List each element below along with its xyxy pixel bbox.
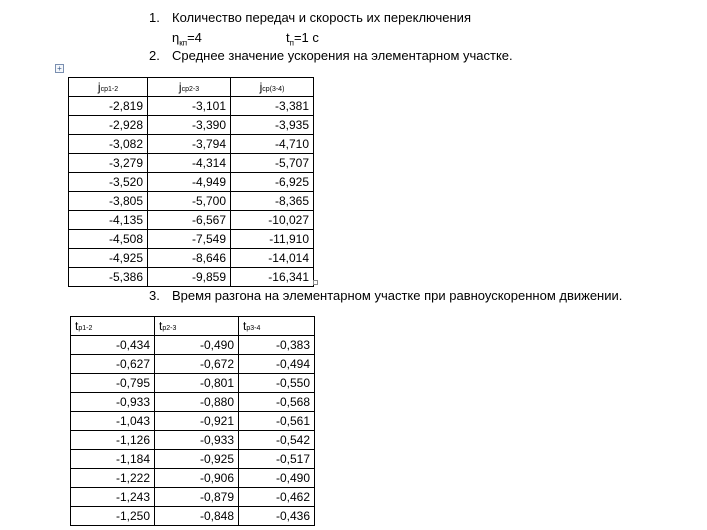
table-cell: -0,906 xyxy=(155,469,239,488)
table-cell: -16,341 xyxy=(231,268,314,287)
table-row xyxy=(71,393,315,412)
col-header-t34: tp3-4 xyxy=(239,317,315,336)
table-cell: -3,381 xyxy=(231,97,314,116)
table-cell: -7,549 xyxy=(148,230,231,249)
table-row xyxy=(69,268,314,287)
table-cell: -0,383 xyxy=(239,336,315,355)
col-header-j23: jср2-3 xyxy=(148,78,231,97)
item-2-text: Среднее значение ускорения на элементарном участке. xyxy=(172,48,513,63)
table-cell: -0,801 xyxy=(155,374,239,393)
table-resize-handle-icon[interactable] xyxy=(313,280,318,285)
table-cell: -0,550 xyxy=(239,374,315,393)
table-cell: -0,462 xyxy=(239,488,315,507)
table-row xyxy=(71,450,315,469)
table-cell: -3,794 xyxy=(148,135,231,154)
table-cell: -0,627 xyxy=(71,355,155,374)
table-cell: -0,925 xyxy=(155,450,239,469)
table-row xyxy=(71,374,315,393)
table-row xyxy=(69,230,314,249)
table-cell: -0,494 xyxy=(239,355,315,374)
table-cell: -0,795 xyxy=(71,374,155,393)
table-cell: -8,646 xyxy=(148,249,231,268)
table-row xyxy=(69,135,314,154)
item-2-number: 2. xyxy=(149,48,160,63)
table-cell: -11,910 xyxy=(231,230,314,249)
table-row xyxy=(69,192,314,211)
table-cell: -6,567 xyxy=(148,211,231,230)
table-cell: -0,490 xyxy=(239,469,315,488)
table-cell: -4,135 xyxy=(69,211,148,230)
table-row xyxy=(71,469,315,488)
table-cell: -0,434 xyxy=(71,336,155,355)
table-cell: -4,508 xyxy=(69,230,148,249)
table-row xyxy=(69,154,314,173)
table-cell: -1,184 xyxy=(71,450,155,469)
t-shift-param: $t_п=1$ с xyxy=(286,30,319,48)
table-cell: -9,859 xyxy=(148,268,231,287)
table-cell: -3,279 xyxy=(69,154,148,173)
table-cell: -0,490 xyxy=(155,336,239,355)
table-row xyxy=(71,488,315,507)
table-cell: -1,222 xyxy=(71,469,155,488)
table-cell: -5,386 xyxy=(69,268,148,287)
table-cell: -1,250 xyxy=(71,507,155,526)
col-header-j34: jср(3-4) xyxy=(231,78,314,97)
table-header-row xyxy=(71,317,315,336)
table-cell: -2,819 xyxy=(69,97,148,116)
table-header-row xyxy=(69,78,314,97)
table-row xyxy=(69,116,314,135)
col-header-t12: tp1-2 xyxy=(71,317,155,336)
table-row xyxy=(71,355,315,374)
table-cell: -14,014 xyxy=(231,249,314,268)
table-cell: -0,921 xyxy=(155,412,239,431)
table-cell: -0,848 xyxy=(155,507,239,526)
table-cell: -5,707 xyxy=(231,154,314,173)
table-cell: -0,933 xyxy=(155,431,239,450)
table-cell: -4,710 xyxy=(231,135,314,154)
table-row xyxy=(69,97,314,116)
table-cell: -6,925 xyxy=(231,173,314,192)
eta-param: $\eta_{кп}=4$ xyxy=(172,30,202,48)
col-header-t23: tp2-3 xyxy=(155,317,239,336)
acceleration-table xyxy=(68,77,314,287)
table-row xyxy=(71,336,315,355)
item-3-text: Время разгона на элементарном участке при равноускоренном движении. xyxy=(172,288,623,303)
table-cell: -4,949 xyxy=(148,173,231,192)
table-row xyxy=(69,211,314,230)
table-cell: -0,568 xyxy=(239,393,315,412)
table-cell: -2,928 xyxy=(69,116,148,135)
table-cell: -0,561 xyxy=(239,412,315,431)
table-cell: -3,805 xyxy=(69,192,148,211)
item-1-number: 1. xyxy=(149,10,160,25)
time-table xyxy=(70,316,315,526)
table-cell: -3,082 xyxy=(69,135,148,154)
col-header-j12: jср1-2 xyxy=(69,78,148,97)
table-row xyxy=(69,173,314,192)
table-row xyxy=(69,249,314,268)
table-cell: -5,700 xyxy=(148,192,231,211)
table-cell: -0,436 xyxy=(239,507,315,526)
table-cell: -1,243 xyxy=(71,488,155,507)
table-cell: -4,925 xyxy=(69,249,148,268)
table-cell: -0,880 xyxy=(155,393,239,412)
table-cell: -8,365 xyxy=(231,192,314,211)
table-move-handle-icon[interactable]: + xyxy=(55,64,64,73)
table-cell: -0,879 xyxy=(155,488,239,507)
table-cell: -0,672 xyxy=(155,355,239,374)
item-1-text: Количество передач и скорость их переключения xyxy=(172,10,471,25)
table-cell: -3,520 xyxy=(69,173,148,192)
table-cell: -4,314 xyxy=(148,154,231,173)
table-cell: -3,390 xyxy=(148,116,231,135)
table-cell: -3,101 xyxy=(148,97,231,116)
table-row xyxy=(71,412,315,431)
table-row xyxy=(71,507,315,526)
table-row xyxy=(71,431,315,450)
table-cell: -1,043 xyxy=(71,412,155,431)
table-cell: -3,935 xyxy=(231,116,314,135)
table-cell: -10,027 xyxy=(231,211,314,230)
table-cell: -0,517 xyxy=(239,450,315,469)
table-cell: -0,933 xyxy=(71,393,155,412)
table-cell: -1,126 xyxy=(71,431,155,450)
table-cell: -0,542 xyxy=(239,431,315,450)
item-3-number: 3. xyxy=(149,288,160,303)
